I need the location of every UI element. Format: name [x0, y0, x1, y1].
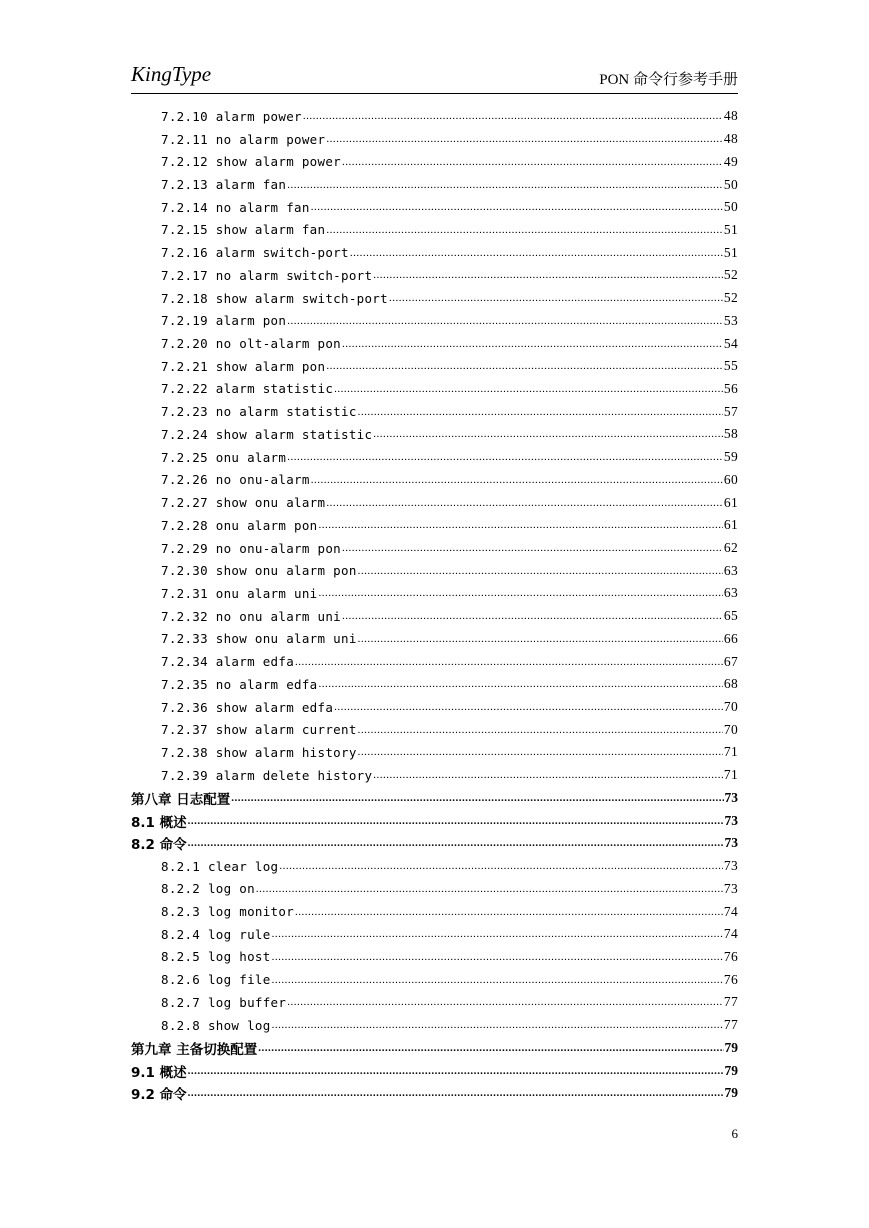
toc-entry[interactable] [131, 537, 738, 560]
toc-entry-title: 7.2.39 alarm delete history [161, 767, 373, 783]
toc-entry[interactable] [131, 809, 738, 832]
toc-entry-page: 63 [723, 562, 738, 578]
toc-entry[interactable] [131, 673, 738, 696]
header-divider [131, 93, 738, 94]
toc-entry-title: 7.2.31 onu alarm uni [161, 585, 318, 601]
toc-leader-dots [326, 224, 723, 236]
toc-entry-page: 73 [723, 858, 738, 874]
toc-entry-page: 51 [723, 244, 738, 260]
toc-leader-dots [326, 360, 723, 372]
toc-entry[interactable] [131, 718, 738, 741]
toc-entry[interactable] [131, 582, 738, 605]
toc-leader-dots [342, 156, 723, 168]
toc-entry-title: 7.2.17 no alarm switch-port [161, 267, 373, 283]
toc-entry[interactable] [131, 1036, 738, 1059]
toc-leader-dots [373, 769, 723, 781]
toc-entry[interactable] [131, 332, 738, 355]
toc-entry-title: 7.2.19 alarm pon [161, 313, 287, 329]
toc-entry[interactable] [131, 196, 738, 219]
toc-entry-page: 77 [723, 994, 738, 1010]
toc-entry-page: 71 [723, 767, 738, 783]
toc-entry-page: 73 [724, 789, 738, 805]
toc-entry-title: 7.2.27 show onu alarm [161, 495, 326, 511]
toc-entry[interactable] [131, 650, 738, 673]
toc-leader-dots [295, 906, 723, 918]
toc-entry-title: 7.2.12 show alarm power [161, 154, 341, 170]
toc-entry-page: 67 [723, 653, 738, 669]
toc-entry[interactable] [131, 741, 738, 764]
toc-entry-title: 7.2.29 no onu-alarm pon [161, 540, 341, 556]
toc-entry[interactable] [131, 855, 738, 878]
header-brand: KingType [131, 62, 212, 86]
toc-leader-dots [287, 996, 723, 1008]
toc-entry[interactable] [131, 219, 738, 242]
toc-leader-dots [256, 883, 723, 895]
toc-entry-title: 7.2.32 no onu alarm uni [161, 608, 341, 624]
table-of-contents [131, 105, 738, 1105]
toc-entry[interactable] [131, 832, 738, 855]
toc-leader-dots [389, 292, 723, 304]
toc-leader-dots [188, 815, 724, 827]
toc-entry-page: 61 [723, 494, 738, 510]
toc-entry-page: 50 [723, 199, 738, 215]
toc-entry[interactable] [131, 400, 738, 423]
toc-leader-dots [334, 383, 723, 395]
toc-entry[interactable] [131, 900, 738, 923]
toc-entry[interactable] [131, 355, 738, 378]
toc-entry-title: 8.2.1 clear log [161, 858, 279, 874]
toc-leader-dots [295, 656, 723, 668]
toc-entry[interactable] [131, 628, 738, 651]
toc-entry-title: 7.2.26 no onu-alarm [161, 472, 310, 488]
toc-entry[interactable] [131, 287, 738, 310]
toc-entry-title: 8.1 概述 [131, 814, 187, 831]
toc-entry-page: 76 [723, 948, 738, 964]
toc-leader-dots [358, 746, 723, 758]
toc-entry-title: 7.2.33 show onu alarm uni [161, 631, 357, 647]
toc-leader-dots [272, 928, 723, 940]
toc-entry-page: 77 [723, 1017, 738, 1033]
toc-leader-dots [326, 133, 723, 145]
toc-entry-title: 7.2.18 show alarm switch-port [161, 290, 388, 306]
toc-leader-dots [287, 451, 723, 463]
toc-entry[interactable] [131, 1059, 738, 1082]
toc-entry[interactable] [131, 605, 738, 628]
toc-entry[interactable] [131, 559, 738, 582]
toc-leader-dots [334, 701, 723, 713]
toc-entry-page: 52 [723, 267, 738, 283]
toc-leader-dots [272, 974, 723, 986]
toc-entry-title: 7.2.11 no alarm power [161, 131, 326, 147]
toc-entry-title: 8.2.2 log on [161, 881, 255, 897]
toc-leader-dots [279, 860, 723, 872]
toc-leader-dots [287, 315, 723, 327]
toc-leader-dots [350, 247, 723, 259]
toc-leader-dots [342, 542, 723, 554]
toc-leader-dots [358, 406, 723, 418]
toc-entry-page: 65 [723, 608, 738, 624]
toc-leader-dots [319, 678, 723, 690]
toc-leader-dots [319, 519, 723, 531]
toc-entry-title: 7.2.37 show alarm current [161, 722, 357, 738]
toc-entry-title: 第八章 日志配置 [131, 791, 231, 808]
toc-entry-page: 70 [723, 699, 738, 715]
toc-entry-page: 68 [723, 676, 738, 692]
toc-entry-page: 63 [723, 585, 738, 601]
toc-entry-page: 74 [723, 926, 738, 942]
toc-entry-page: 73 [724, 812, 738, 828]
toc-leader-dots [342, 338, 723, 350]
toc-entry[interactable] [131, 1014, 738, 1037]
header-doc-title: PON 命令行参考手册 [599, 72, 738, 88]
toc-entry-title: 8.2.3 log monitor [161, 904, 295, 920]
toc-entry-title: 8.2.7 log buffer [161, 994, 287, 1010]
toc-entry[interactable] [131, 173, 738, 196]
toc-entry-page: 74 [723, 903, 738, 919]
toc-entry-title: 7.2.23 no alarm statistic [161, 404, 357, 420]
toc-leader-dots [231, 792, 723, 804]
toc-entry-page: 70 [723, 721, 738, 737]
toc-entry-title: 7.2.36 show alarm edfa [161, 699, 334, 715]
toc-entry-title: 7.2.21 show alarm pon [161, 358, 326, 374]
toc-entry[interactable] [131, 491, 738, 514]
toc-entry-title: 第九章 主备切换配置 [131, 1041, 258, 1058]
toc-entry-page: 52 [723, 290, 738, 306]
toc-leader-dots [303, 110, 723, 122]
toc-leader-dots [188, 1087, 724, 1099]
toc-entry[interactable] [131, 764, 738, 787]
toc-entry-page: 60 [723, 471, 738, 487]
toc-entry-title: 7.2.28 onu alarm pon [161, 517, 318, 533]
toc-entry-title: 8.2.6 log file [161, 972, 271, 988]
toc-entry-title: 7.2.13 alarm fan [161, 177, 287, 193]
toc-entry[interactable] [131, 514, 738, 537]
toc-leader-dots [272, 951, 723, 963]
toc-entry-page: 76 [723, 971, 738, 987]
toc-leader-dots [358, 724, 723, 736]
toc-entry-title: 8.2 命令 [131, 837, 187, 854]
toc-entry[interactable] [131, 923, 738, 946]
toc-entry-page: 71 [723, 744, 738, 760]
toc-entry-page: 73 [724, 835, 738, 851]
toc-leader-dots [287, 179, 723, 191]
toc-entry-page: 79 [724, 1039, 738, 1055]
toc-entry-page: 79 [724, 1062, 738, 1078]
toc-entry-title: 7.2.20 no olt-alarm pon [161, 336, 341, 352]
toc-leader-dots [272, 1019, 723, 1031]
page-number: 6 [731, 1126, 738, 1141]
toc-entry[interactable] [131, 696, 738, 719]
toc-leader-dots [258, 1042, 723, 1054]
toc-entry[interactable] [131, 877, 738, 900]
toc-entry-page: 51 [723, 221, 738, 237]
toc-entry-page: 49 [723, 153, 738, 169]
toc-entry-page: 55 [723, 358, 738, 374]
toc-entry-page: 66 [723, 630, 738, 646]
toc-entry[interactable] [131, 446, 738, 469]
toc-entry[interactable] [131, 241, 738, 264]
toc-entry[interactable] [131, 423, 738, 446]
toc-entry[interactable] [131, 128, 738, 151]
toc-entry-title: 9.1 概述 [131, 1064, 187, 1081]
toc-entry-title: 7.2.14 no alarm fan [161, 199, 310, 215]
toc-leader-dots [358, 565, 723, 577]
toc-entry-page: 79 [724, 1085, 738, 1101]
toc-leader-dots [342, 610, 723, 622]
toc-entry[interactable] [131, 378, 738, 401]
toc-entry-page: 48 [723, 131, 738, 147]
toc-leader-dots [311, 201, 723, 213]
toc-entry-page: 62 [723, 540, 738, 556]
toc-leader-dots [319, 587, 723, 599]
toc-entry-title: 8.2.4 log rule [161, 926, 271, 942]
toc-entry-title: 8.2.5 log host [161, 949, 271, 965]
toc-entry[interactable] [131, 469, 738, 492]
toc-entry-page: 58 [723, 426, 738, 442]
toc-entry-page: 50 [723, 176, 738, 192]
toc-leader-dots [326, 497, 723, 509]
toc-entry-page: 48 [723, 108, 738, 124]
toc-leader-dots [358, 633, 723, 645]
toc-entry[interactable] [131, 105, 738, 128]
toc-entry-title: 7.2.15 show alarm fan [161, 222, 326, 238]
toc-entry-page: 57 [723, 403, 738, 419]
toc-leader-dots [373, 269, 723, 281]
toc-entry[interactable] [131, 309, 738, 332]
toc-leader-dots [311, 474, 723, 486]
toc-entry-title: 7.2.25 onu alarm [161, 449, 287, 465]
toc-leader-dots [373, 428, 723, 440]
toc-entry-page: 59 [723, 449, 738, 465]
toc-entry-title: 7.2.34 alarm edfa [161, 654, 295, 670]
toc-entry-title: 7.2.10 alarm power [161, 108, 302, 124]
toc-entry[interactable] [131, 787, 738, 810]
toc-entry-title: 7.2.35 no alarm edfa [161, 676, 318, 692]
toc-entry[interactable] [131, 991, 738, 1014]
toc-entry-page: 54 [723, 335, 738, 351]
toc-entry-title: 7.2.16 alarm switch-port [161, 245, 349, 261]
toc-entry[interactable] [131, 968, 738, 991]
toc-entry-page: 56 [723, 380, 738, 396]
toc-entry-title: 8.2.8 show log [161, 1017, 271, 1033]
toc-entry-title: 7.2.22 alarm statistic [161, 381, 334, 397]
toc-leader-dots [188, 837, 724, 849]
toc-entry[interactable] [131, 1082, 738, 1105]
toc-entry-title: 9.2 命令 [131, 1087, 187, 1104]
toc-leader-dots [188, 1065, 724, 1077]
toc-entry-title: 7.2.24 show alarm statistic [161, 426, 373, 442]
toc-entry[interactable] [131, 264, 738, 287]
toc-entry[interactable] [131, 150, 738, 173]
toc-entry-page: 53 [723, 312, 738, 328]
toc-entry-title: 7.2.38 show alarm history [161, 744, 357, 760]
toc-entry-page: 73 [723, 880, 738, 896]
toc-entry[interactable] [131, 946, 738, 969]
toc-entry-page: 61 [723, 517, 738, 533]
toc-entry-title: 7.2.30 show onu alarm pon [161, 563, 357, 579]
